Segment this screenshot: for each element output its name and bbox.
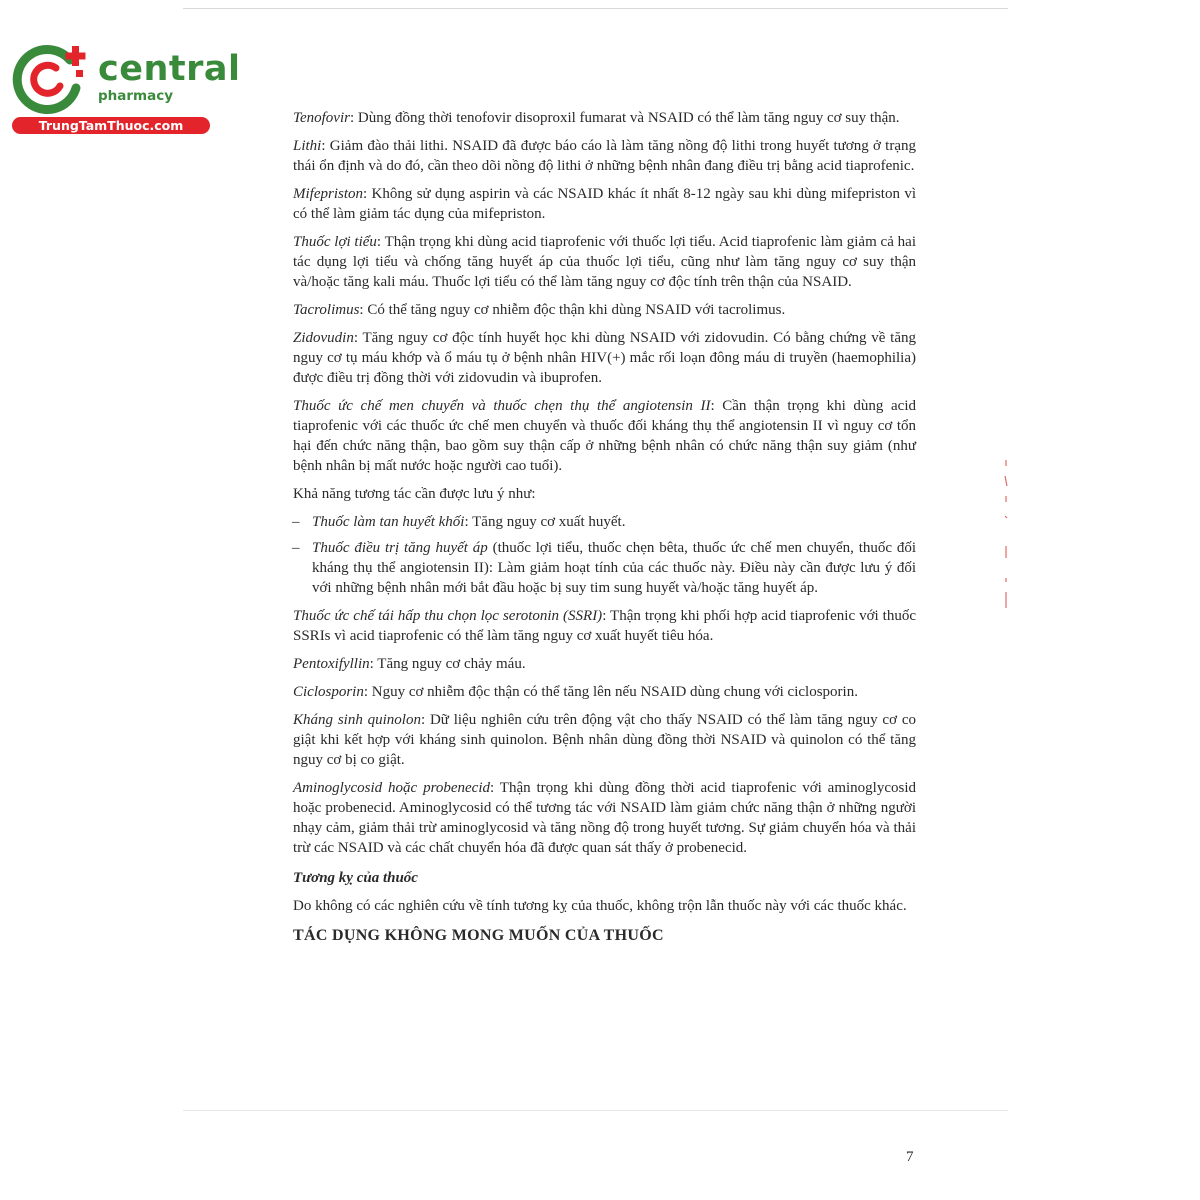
paragraph-text: : Thận trọng khi dùng acid tiaprofenic với thuốc lợi tiểu. Acid tiaprofenic làm giảm cả hai tác dụng lợi tiểu và chống tăng huyết áp của thuốc lợi tiểu, cũng như làm tăng nguy cơ suy thận và/hoặc tăng kali máu. Thuốc lợi tiểu có thể làm tăng nguy cơ độc tính trên thận của NSAID. — [293, 234, 916, 290]
paragraph-text: : Tăng nguy cơ chảy máu. — [369, 656, 526, 672]
drug-term: Thuốc làm tan huyết khối — [312, 514, 465, 530]
paragraph-text: : Cần thận trọng khi dùng acid tiaprofenic với các thuốc ức chế men chuyển và thuốc đối kháng thụ thể angiotensin II vì nguy cơ tổn hại đến chức năng thận, bao gồm suy thận cấp ở những bệnh nhân có chức năng thận suy giảm (như bệnh nhân bị mất nước hoặc người cao tuổi). — [293, 398, 916, 474]
paragraph — [293, 136, 916, 176]
drug-term: Mifepriston — [293, 186, 363, 202]
interaction-note: Khả năng tương tác cần được lưu ý như: — [293, 486, 536, 502]
drug-term: Tacrolimus — [293, 302, 360, 318]
paragraph-text: : Dữ liệu nghiên cứu trên động vật cho thấy NSAID có thể làm tăng nguy cơ co giật khi kết hợp với kháng sinh quinolon. Bệnh nhân dùng đồng thời NSAID và quinolon có thể tăng nguy cơ bị co giật. — [293, 712, 916, 768]
paragraph-text: : Có thể tăng nguy cơ nhiễm độc thận khi dùng NSAID với tacrolimus. — [359, 302, 786, 318]
drug-term: Pentoxifyllin — [293, 656, 370, 672]
paragraph — [293, 606, 916, 646]
paragraph — [293, 682, 916, 702]
paragraph-text: : Tăng nguy cơ độc tính huyết học khi dùng NSAID với zidovudin. Có bằng chứng về tăng nguy cơ tụ máu khớp và ổ máu tụ ở bệnh nhân HIV(+) mắc rối loạn đông máu di truyền (haemophilia) được điều trị đồng thời với zidovudin và ibuprofen. — [293, 330, 916, 386]
paragraph-text: : Thận trọng khi dùng đồng thời acid tiaprofenic với aminoglycosid hoặc probenecid. Aminoglycosid có thể tương tác với NSAID làm giảm chức năng thận ở những người nhạy cảm, giảm thải trừ aminoglycosid và tăng nồng độ trong huyết tương. Sự giảm chuyển hóa và thải trừ các NSAID và các chất chuyển hóa đã được quan sát thấy ở probenecid. — [293, 780, 917, 856]
drug-term: Zidovudin — [293, 330, 354, 346]
logo-brand-name: central — [98, 49, 241, 89]
drug-term: Kháng sinh quinolon — [293, 712, 421, 728]
drug-term: Thuốc điều trị tăng huyết áp — [312, 540, 488, 556]
paragraph — [293, 300, 916, 320]
paragraph — [293, 710, 916, 770]
list-item-text: (thuốc lợi tiểu, thuốc chẹn bêta, thuốc ức chế men chuyển, thuốc đối kháng thụ thể angiotensin II): Làm giảm hoạt tính của các thuốc này. Điều này cần được lưu ý đối với những bệnh nhân mới bắt đầu hoặc bị suy tim sung huyết và/hoặc tăng huyết áp. — [312, 540, 917, 596]
paragraph-text: : Giảm đào thải lithi. NSAID đã được báo cáo là làm tăng nồng độ lithi trong huyết tương ở trạng thái ổn định và do đó, cần theo dõi nồng độ lithi ở những bệnh nhân đang điều trị bằng acid tiaprofenic. — [293, 138, 916, 174]
top-rule — [183, 8, 1008, 9]
bottom-rule — [183, 1110, 1008, 1111]
list-item — [293, 538, 916, 598]
list-item-text: : Tăng nguy cơ xuất huyết. — [464, 514, 626, 530]
paragraph-text: : Dùng đồng thời tenofovir disoproxil fumarat và NSAID có thể làm tăng nguy cơ suy thận. — [349, 110, 900, 126]
paragraph-text: : Nguy cơ nhiễm độc thận có thể tăng lên nếu NSAID dùng chung với ciclosporin. — [363, 684, 858, 700]
paragraph — [293, 232, 916, 292]
incompatibility-heading: Tương kỵ của thuốc — [293, 870, 418, 886]
paragraph-text: : Thận trọng khi phối hợp acid tiaprofenic với thuốc SSRIs vì acid tiaprofenic có thể làm tăng nguy cơ xuất huyết tiêu hóa. — [293, 608, 916, 644]
list-item — [293, 512, 916, 532]
paragraph-text: : Không sử dụng aspirin và các NSAID khác ít nhất 8-12 ngày sau khi dùng mifepriston vì có thể làm giảm tác dụng của mifepriston. — [293, 186, 916, 222]
central-pharmacy-logo[interactable] — [10, 38, 241, 138]
paragraph — [293, 328, 916, 388]
paragraph — [293, 184, 916, 224]
paragraph — [293, 396, 916, 476]
drug-term: Thuốc ức chế men chuyển và thuốc chẹn thụ thể angiotensin II — [293, 398, 711, 414]
drug-term: Thuốc ức chế tái hấp thu chọn lọc serotonin (SSRI) — [293, 608, 603, 624]
page-number: 7 — [906, 1149, 914, 1165]
paragraph — [293, 778, 916, 858]
drug-term: Tenofovir — [293, 110, 350, 126]
drug-term: Ciclosporin — [293, 684, 364, 700]
pharmacy-cross-logo-icon — [10, 38, 96, 118]
paragraph — [293, 654, 916, 674]
drug-term: Aminoglycosid hoặc probenecid — [293, 780, 490, 796]
drug-term: Lithi — [293, 138, 322, 154]
interaction-list — [293, 512, 916, 598]
logo-url-badge[interactable]: TrungTamThuoc.com — [12, 117, 210, 134]
logo-subtitle: pharmacy — [98, 88, 174, 104]
document-body — [293, 108, 916, 946]
margin-scan-marks — [1000, 458, 1012, 618]
paragraph — [293, 108, 916, 128]
incompatibility-text: Do không có các nghiên cứu về tính tương kỵ của thuốc, không trộn lẫn thuốc này với các thuốc khác. — [293, 898, 907, 914]
section-heading: TÁC DỤNG KHÔNG MONG MUỐN CỦA THUỐC — [293, 927, 664, 944]
drug-term: Thuốc lợi tiểu — [293, 234, 377, 250]
